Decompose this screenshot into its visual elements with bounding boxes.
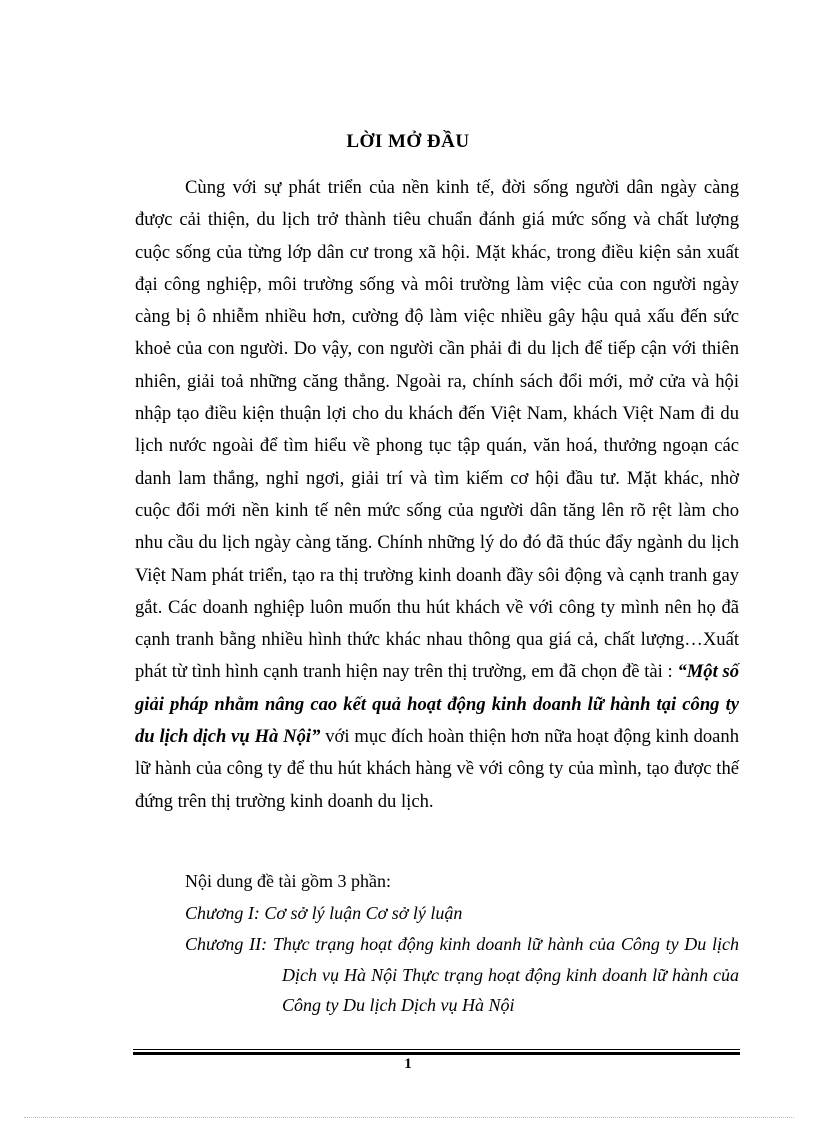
page-number: 1 xyxy=(404,1056,412,1072)
chapter-item-1: Chương I: Cơ sở lý luận Cơ sở lý luận xyxy=(185,903,463,923)
page-edge-divider xyxy=(24,1117,794,1118)
thesis-topic: “Một số giải pháp nhằm nâng cao kết quả hoạt động kinh doanh lữ hành tại công ty du lịch dịch vụ Hà Nội” xyxy=(135,661,739,748)
paragraph-tail: với mục đích hoàn thiện hơn nữa hoạt động kinh doanh lữ hành của công ty để thu hút khách hàng về với công ty của mình, tạo được thế đứng trên thị trường kinh doanh du lịch. xyxy=(135,726,740,812)
contents-intro: Nội dung đề tài gồm 3 phần: xyxy=(185,871,391,891)
paragraph-lead: Cùng với sự phát triển của nền kinh tế, đời sống người dân ngày càng được cải thiện, du lịch trở thành tiêu chuẩn đánh giá mức sống và chất lượng cuộc sống của từng lớp dân cư trong xã hội. Mặt khác, trong điều kiện sản xuất đại công nghiệp, môi trường sống và môi trường làm việc của con người ngày càng bị ô nhiễm nhiều hơn, cường độ làm việc nhiều gây hậu quả xấu đến sức khoẻ của con người. Do vậy, con người cần phải đi du lịch để tiếp cận với thiên nhiên, giải toả những căng thẳng. Ngoài ra, chính sách đổi mới, mở cửa và hội nhập tạo điều kiện thuận lợi cho du khách đến Việt Nam, khách Việt Nam đi du lịch nước ngoài để tìm hiểu về phong tục tập quán, văn hoá, thưởng ngoạn các danh lam thắng, nghỉ ngơi, giải trí và tìm kiếm cơ hội đầu tư. Mặt khác, nhờ cuộc đổi mới nền kinh tế nên mức sống của người dân tăng lên rõ rệt làm cho nhu cầu du lịch ngày càng tăng. Chính những lý do đó đã thúc đẩy ngành du lịch Việt Nam phát triển, tạo ra thị trường kinh doanh đầy sôi động và cạnh tranh gay gắt. Các doanh nghiệp luôn muốn thu hút khách về với công ty mình nên họ đã cạnh tranh bằng nhiều hình thức khác nhau thông qua giá cả, chất lượng…Xuất phát từ tình hình cạnh tranh hiện nay trên thị trường, em đã chọn đề tài : xyxy=(135,177,739,683)
chapter-item-2: Chương II: Thực trạng hoạt động kinh doanh lữ hành của Công ty Du lịch Dịch vụ Hà Nội Thực trạng hoạt động kinh doanh lữ hành của Công ty Du lịch Dịch vụ Hà Nội xyxy=(185,934,739,1015)
intro-paragraph xyxy=(135,172,739,818)
page-title: LỜI MỞ ĐẦU xyxy=(346,131,470,152)
footer-rule xyxy=(133,1049,740,1055)
